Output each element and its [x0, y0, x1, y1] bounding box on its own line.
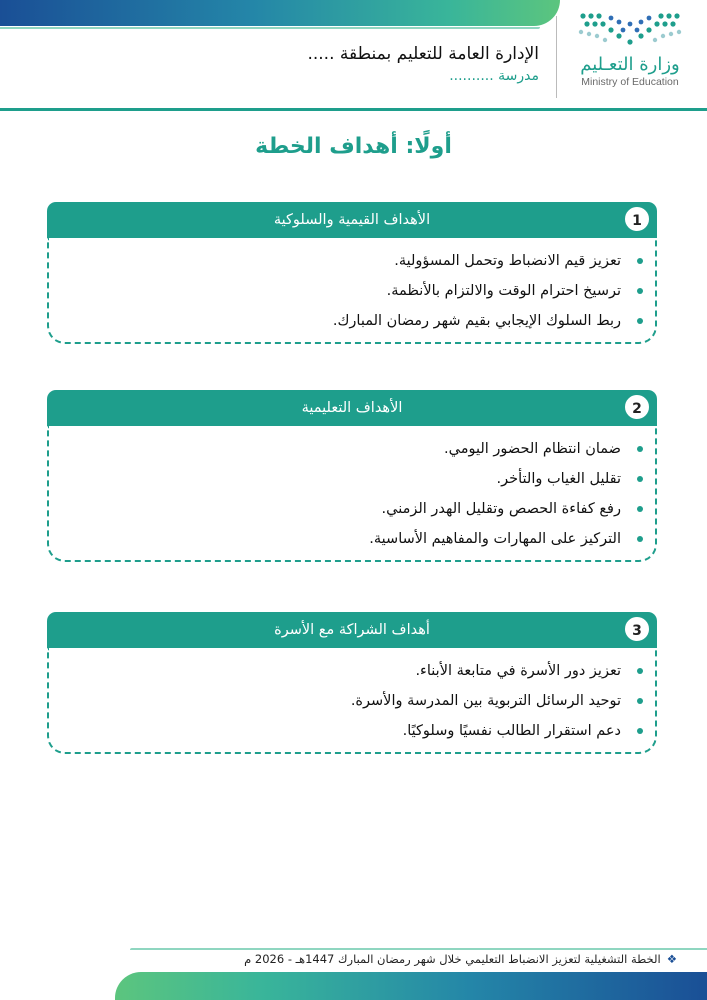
list-item: ضمان انتظام الحضور اليومي. — [59, 434, 621, 464]
top-gradient-bar — [0, 0, 560, 26]
goals-list — [59, 246, 621, 336]
list-item: تعزيز قيم الانضباط وتحمل المسؤولية. — [59, 246, 621, 276]
card-title: الأهداف القيمية والسلوكية — [273, 212, 431, 228]
top-accent-line — [0, 27, 540, 29]
footer-text — [244, 952, 677, 966]
goals-list — [59, 434, 621, 554]
list-item: التركيز على المهارات والمفاهيم الأساسية. — [59, 524, 621, 554]
card-title: أهداف الشراكة مع الأسرة — [274, 622, 430, 638]
school-line: مدرسة .......... — [449, 68, 539, 84]
list-item: تقليل الغياب والتأخر. — [59, 464, 621, 494]
list-item: ترسيخ احترام الوقت والالتزام بالأنظمة. — [59, 276, 621, 306]
card-body — [47, 648, 657, 754]
logo-english-text: Ministry of Education — [581, 76, 679, 88]
card-number-badge: 3 — [623, 615, 651, 643]
list-item: ربط السلوك الإيجابي بقيم شهر رمضان المبارك. — [59, 306, 621, 336]
list-item: رفع كفاءة الحصص وتقليل الهدر الزمني. — [59, 494, 621, 524]
card-body — [47, 426, 657, 562]
card-header — [47, 612, 657, 648]
footer-caption: الخطة التشغيلية لتعزيز الانضباط التعليمي خلال شهر رمضان المبارك 1447هـ - 2026 م — [244, 952, 661, 966]
header-divider — [556, 16, 557, 98]
card-header — [47, 202, 657, 238]
list-item: دعم استقرار الطالب نفسيًا وسلوكيًا. — [59, 716, 621, 746]
diamond-bullet-icon: ❖ — [666, 952, 677, 966]
card-number-badge: 2 — [623, 393, 651, 421]
list-item: تعزيز دور الأسرة في متابعة الأبناء. — [59, 656, 621, 686]
card-header — [47, 390, 657, 426]
bottom-gradient-bar — [115, 972, 707, 1000]
page-title: أولًا: أهداف الخطة — [255, 134, 452, 159]
admin-line: الإدارة العامة للتعليم بمنطقة ..... — [307, 44, 539, 64]
card-title: الأهداف التعليمية — [301, 400, 403, 416]
header-info — [307, 44, 539, 84]
footer-accent-line — [130, 948, 707, 950]
ministry-logo — [571, 10, 689, 100]
goals-card-values — [47, 202, 657, 344]
goals-list — [59, 656, 621, 746]
card-number-badge: 1 — [623, 205, 651, 233]
header-separator-line — [0, 108, 707, 111]
goals-card-educational — [47, 390, 657, 562]
dots-pattern-icon — [575, 10, 685, 52]
card-body — [47, 238, 657, 344]
logo-arabic-text: وزارة التعـليم — [580, 54, 680, 75]
list-item: توحيد الرسائل التربوية بين المدرسة والأسرة. — [59, 686, 621, 716]
goals-card-family — [47, 612, 657, 754]
